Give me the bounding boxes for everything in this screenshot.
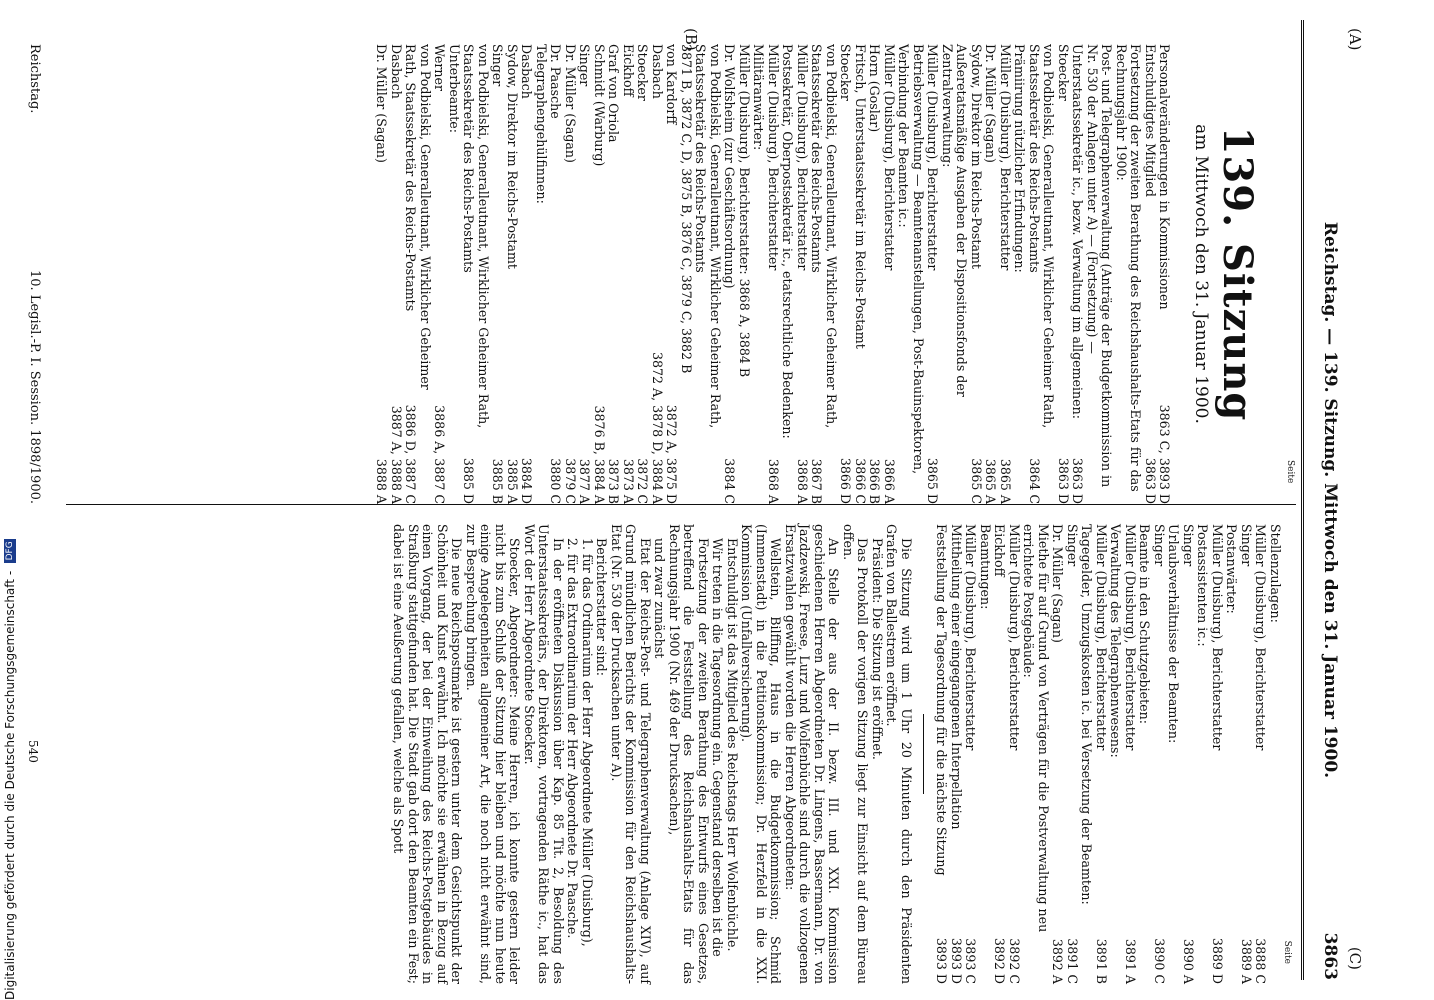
- toc-entry: [1094, 524, 1109, 984]
- toc-entry-text: von Podbielski, Generalleutnant, Wirklicher Geheimer Rath, Staatssekretär des Reichs-Postamts: [1027, 44, 1057, 433]
- toc-entry-text: Stoecker: [1056, 44, 1071, 101]
- toc-entry-text: Militäranwärter:: [751, 44, 767, 151]
- toc-entry-page: 3868 A: [766, 458, 781, 504]
- toc-entry: [621, 44, 636, 504]
- body-paragraph: An Stelle der aus der II. bezw. III. und XXI. Kommission geschiedenen Herren Abgeordneten Dr. Lingens, Bassermann, Dr. von Jazdzewski, Freese, Lurz und Wolfenbüchle sind durch die vollzogenen Ersatzwahlen gewählt worden die Herren Abgeordneten:: [783, 524, 842, 989]
- toc-entry-text: Dasbach: [519, 44, 535, 99]
- toc-entry: [766, 44, 781, 504]
- toc-entry-text: Unterstaatssekretär ic., bezw. Verwaltung im allgemeinen:: [1070, 44, 1086, 419]
- toc-entry: [461, 44, 490, 504]
- margin-mark-c: (C): [1346, 946, 1364, 970]
- toc-entry-page: 3892 C: [1007, 938, 1022, 984]
- toc-entry-page: 3865 C: [969, 458, 984, 504]
- toc-entry-page: 3891 B: [1094, 938, 1109, 984]
- toc-entry: [998, 44, 1013, 504]
- toc-entry: [534, 44, 549, 504]
- toc-entry-text: von Podbielski, Generalleutnant, Wirklicher Geheimer Rath, Staatssekretär des Reichs-Postamts: [809, 44, 839, 433]
- footer-left: Reichstag.: [27, 44, 42, 114]
- digitization-credit: [0, 0, 20, 1000]
- toc-entry-page: 3863 D: [1056, 457, 1071, 504]
- toc-entry-text: Müller (Duisburg), Berichterstatter: [1094, 524, 1109, 751]
- body-paragraph: In der eröffneten Diskussion über Kap. 85 Tit. 2, Besoldung des Unterstaatssekretärs, der Direktoren, vortragenden Räthe ic., hat das Wort der Herr Abgeordnete Stoecker.: [522, 524, 566, 989]
- seite-label-right: Seite: [1282, 940, 1292, 964]
- toc-entry-page: 3865 A: [998, 458, 1013, 504]
- toc-entry-page: 3880 C: [548, 458, 564, 504]
- body-paragraph: Die Sitzung wird um 1 Uhr 20 Minuten durch den Präsidenten Grafen von Ballestrem eröffnet.: [884, 524, 914, 989]
- running-header: [1306, 20, 1340, 980]
- toc-entry-page: 3888 A: [374, 458, 390, 504]
- left-column: [374, 44, 1282, 504]
- toc-entry-text: Beamte in den Schutzgebieten:: [1137, 524, 1153, 724]
- toc-entry-text: von Podbielski, Generalleutnant, Wirklicher Geheimer Rath, Staatssekretär des Reichs-Postamts: [693, 44, 723, 433]
- toc-entry-text: Werner: [432, 44, 448, 91]
- toc-entry: [592, 44, 607, 504]
- toc-entry: [949, 524, 964, 984]
- toc-entry-text: Singer: [490, 44, 506, 87]
- body-paragraph: Präsident: Die Sitzung ist eröffnet.: [870, 538, 885, 760]
- toc-entry-text: Müller (Duisburg), Berichterstatter: [1007, 524, 1022, 751]
- margin-mark-a: (A): [1346, 28, 1364, 51]
- body-paragraph: Berichterstatter sind:: [594, 538, 610, 676]
- toc-entry-page: 3891 C: [1065, 938, 1080, 984]
- toc-entry-page: 3877 A: [577, 458, 593, 504]
- toc-entry-text: Post- und Telegraphenverwaltung (Anträge der Budgetkommission in Nr. 530 der Anlagen unter A) — (Fortsetzung) —: [1085, 44, 1115, 492]
- toc-entry: [1166, 524, 1181, 984]
- body-paragraph: Entschuldigt ist das Mitglied des Reichstags Herr Wolfenbüchle.: [725, 538, 740, 952]
- toc-entry: [925, 44, 940, 504]
- column-divider: [66, 504, 1296, 505]
- toc-entry-text: Außeretatsmäßige Ausgaben der Dispositionsfonds der Zentralverwaltung:: [940, 44, 970, 401]
- toc-right: [934, 524, 1282, 984]
- toc-entry-text: Dasbach: [389, 44, 404, 99]
- toc-entry: [1065, 524, 1080, 984]
- toc-left: [374, 44, 1172, 504]
- right-column: [391, 524, 1283, 989]
- toc-entry-text: Schmidt (Warburg): [592, 44, 607, 167]
- toc-entry: [1123, 524, 1138, 984]
- toc-entry: [432, 44, 447, 504]
- running-title: Reichstag. — 139. Sitzung. Mittwoch den 31. Januar 1900.: [1320, 221, 1340, 779]
- toc-entry: [737, 44, 752, 504]
- body-paragraph: Etat der Reichs-Post- und Telegraphenverwaltung (Anlage XIV), auf Grund mündlichen Berichts der Kommission für den Reichshaushalts-Etat (Nr. 530 der Drucksachen unter A).: [609, 524, 653, 989]
- toc-entry-text: Fortsetzung der zweiten Berathung des Reichshaushalts-Etats für das Rechnungsjahr 1900:: [1114, 44, 1144, 496]
- toc-entry: [1210, 524, 1225, 984]
- margin-mark-b: (B): [682, 28, 700, 51]
- toc-entry: [1268, 524, 1283, 984]
- credit-text: Digitalisierung gefördert durch die Deutsche Forschungsgemeinschaft -: [3, 570, 17, 1000]
- header-rule: [1301, 20, 1304, 980]
- toc-entry-text: Stellenzulagen:: [1268, 524, 1283, 623]
- toc-entry-text: Beamtungen:: [978, 524, 993, 610]
- toc-entry-text: Dr. Müller (Sagan): [563, 44, 578, 163]
- toc-entry: [447, 44, 462, 504]
- toc-entry: [969, 44, 984, 504]
- toc-entry-page: 3884 C: [722, 458, 738, 504]
- toc-entry-text: Mittheilung einer eingegangenen Interpellation: [949, 524, 964, 830]
- toc-entry-text: Müller (Duisburg), Berichterstatter: 3868 A, 3884 B: [737, 44, 752, 378]
- toc-entry-text: Müller (Duisburg), Berichterstatter: [925, 44, 941, 271]
- toc-entry-text: Stoecker: [635, 44, 651, 101]
- toc-entry-text: Dr. Müller (Sagan): [983, 44, 999, 163]
- toc-entry-page: 3873 B: [606, 458, 622, 504]
- toc-entry-page: 3866 A: [882, 458, 897, 504]
- toc-entry: [896, 44, 925, 504]
- toc-entry: [1114, 44, 1143, 504]
- body-paragraph: 2. für das Extraordinarium der Herr Abgeordnete Dr. Paasche.: [565, 538, 581, 939]
- toc-entry-text: Urlaubsverhältnisse der Beamten:: [1166, 524, 1182, 744]
- toc-entry: [1085, 44, 1114, 504]
- toc-entry-page: 3893 C: [963, 938, 979, 984]
- toc-entry-text: von Podbielski, Generalleutnant, Wirklicher Geheimer Rath, Staatssekretär des Reichs-Postamts: [461, 44, 491, 433]
- toc-entry-page: 3863 C, 3893 D: [1157, 404, 1173, 504]
- toc-entry: [1152, 524, 1167, 984]
- toc-entry: [606, 44, 621, 504]
- toc-entry-page: 3890 A: [1181, 938, 1196, 984]
- body-paragraph: Wir treten in die Tagesordnung ein. Gegenstand derselben ist die: [710, 538, 726, 957]
- toc-entry-text: Dasbach: [650, 44, 665, 99]
- toc-entry-text: Postassistenten ic.:: [1195, 524, 1211, 647]
- toc-entry: [1108, 524, 1123, 984]
- toc-entry: [934, 524, 949, 984]
- toc-entry: [1181, 524, 1196, 984]
- toc-entry-text: Telegraphengehülfinnen:: [534, 44, 549, 204]
- toc-entry: [882, 44, 897, 504]
- toc-entry-page: 3885 A: [505, 458, 520, 504]
- toc-entry: [867, 44, 882, 504]
- toc-entry-text: Miethe für auf Grund von Verträgen für die Postverwaltung neu errichtete Postgebäude:: [1021, 524, 1051, 937]
- toc-entry: [490, 44, 505, 504]
- toc-entry: [838, 44, 853, 504]
- toc-entry-page: 3866 B: [867, 458, 883, 504]
- toc-entry-text: Müller (Duisburg), Berichterstatter: [882, 44, 897, 271]
- toc-entry-page: 3873 A: [621, 458, 636, 504]
- toc-entry: [563, 44, 578, 504]
- toc-entry: [664, 44, 679, 504]
- toc-entry-page: 3863 D: [1070, 457, 1086, 504]
- toc-entry: [809, 44, 838, 504]
- toc-entry: [1137, 524, 1152, 984]
- toc-entry-text: Betriebsverwaltung — Beamtenanstellungen, Post-Bauinspektoren, Verbindung der Beamten ic.:: [896, 44, 926, 479]
- toc-entry-page: 3872 C: [635, 458, 651, 504]
- toc-entry-text: Singer: [1152, 524, 1167, 567]
- body-paragraph: und zwar zunächst: [652, 538, 668, 659]
- toc-entry: [1253, 524, 1268, 984]
- toc-entry-text: Entschuldigtes Mitglied: [1143, 44, 1158, 197]
- toc-entry: [1157, 44, 1172, 504]
- toc-entry: [505, 44, 520, 504]
- toc-entry-page: 3879 C: [563, 458, 578, 504]
- toc-entry-text: Singer: [1065, 524, 1080, 567]
- toc-entry-text: Singer: [577, 44, 593, 87]
- toc-entry: [519, 44, 534, 504]
- toc-entry: [1143, 44, 1158, 504]
- toc-entry: [1007, 524, 1022, 984]
- toc-entry-text: Fritsch, Unterstaatssekretär im Reichs-Postamt: [853, 44, 868, 349]
- toc-entry-text: Müller (Duisburg), Berichterstatter: [1253, 524, 1269, 751]
- toc-entry-page: 3867 B: [809, 458, 825, 504]
- toc-entry-text: Müller (Duisburg), Berichterstatter: [1123, 524, 1138, 751]
- session-proceedings: [391, 524, 914, 989]
- toc-entry: [1021, 524, 1050, 984]
- toc-entry: [1050, 524, 1065, 984]
- body-paragraph: Das Protokoll der vorigen Sitzung liegt zur Einsicht auf dem Büreau offen.: [841, 524, 871, 989]
- body-paragraph: Die neue Reichspostmarke ist gestern unter dem Gesichtspunkt der Schönheit und Kunst erwähnt. Ich möchte sie erwähnen in Bezug auf einen Vorgang, der bei der Einweihung des Reichs-Postgebäudes in Straßburg stattgefunden hat. Die Stadt gab dort den Beamten ein Fest; dabei ist eine Aeußerung gefallen, welche als Spott: [391, 524, 465, 989]
- toc-entry-page: 3892 A: [1050, 938, 1066, 984]
- toc-entry-text: Singer: [1239, 524, 1254, 567]
- toc-entry: [1056, 44, 1071, 504]
- toc-entry: [983, 44, 998, 504]
- toc-entry-page: 3864 C: [1027, 458, 1042, 504]
- toc-entry-page: 3865 D: [925, 457, 941, 504]
- toc-entry: [1070, 44, 1085, 504]
- toc-entry: [650, 44, 665, 504]
- toc-entry: [635, 44, 650, 504]
- toc-entry-text: Eickhoff: [621, 44, 636, 97]
- body-paragraph: Wellstein, Bilffing, Haus in die Budgetkommission; Schmid (Immenstadt) in die Petitionskommission; Dr. Herzfeld in die XXI. Kommission (Unfallversicherung).: [739, 524, 784, 989]
- body-paragraph: Fortsetzung der zweiten Berathung des Entwurfs eines Gesetzes, betreffend die Feststellung des Reichshaushalts-Etats für das Rechnungsjahr 1900 (Nr. 469 der Drucksachen),: [667, 524, 711, 989]
- toc-entry: [751, 44, 766, 504]
- toc-entry: [940, 44, 969, 504]
- toc-entry: [548, 44, 563, 504]
- toc-entry-text: von Kardorff: [664, 44, 680, 125]
- seite-label-left: Seite: [1285, 460, 1295, 484]
- page-footer: [27, 44, 42, 504]
- toc-entry-page: 3868 A: [795, 458, 810, 504]
- toc-entry-text: Müller (Duisburg), Berichterstatter: [1210, 524, 1225, 751]
- body-paragraph: 1. für das Ordinarium der Herr Abgeordnete Müller (Duisburg),: [580, 538, 595, 947]
- toc-entry: [722, 44, 737, 504]
- toc-entry-text: Dr. Müller (Sagan): [374, 44, 390, 163]
- footer-middle: 10. Legisl.-P. I. Session. 1898/1900.: [27, 270, 42, 504]
- toc-entry-page: 3886 A, 3887 C: [432, 405, 448, 504]
- toc-entry-page: 3887 A, 3888 A: [389, 405, 404, 504]
- toc-entry-text: Feststellung der Tagesordnung für die nächste Sitzung: [934, 524, 950, 876]
- toc-entry: [780, 44, 795, 504]
- toc-entry-page: 3885 B: [490, 458, 506, 504]
- toc-entry-page: 3866 D: [838, 457, 854, 504]
- toc-entry-page: 3890 C: [1152, 938, 1167, 984]
- toc-entry-text: Dr. Wolfsheim (zur Geschäftsordnung): [722, 44, 738, 289]
- toc-entry-text: Müller (Duisburg), Berichterstatter: [998, 44, 1013, 271]
- toc-entry: [963, 524, 978, 984]
- toc-entry-page: 3888 C: [1253, 938, 1269, 984]
- toc-entry-text: Müller (Duisburg), Berichterstatter: [795, 44, 810, 271]
- toc-entry-page: 3876 B, 3884 A: [592, 405, 607, 504]
- toc-entry-text: Personalveränderungen in Kommissionen: [1157, 44, 1173, 310]
- session-date: am Mittwoch den 31. Januar 1900.: [1191, 124, 1211, 424]
- toc-entry-text: Sydow, Direktor im Reichs-Postamt: [505, 44, 520, 269]
- toc-entry-page: 3889 A: [1239, 938, 1254, 984]
- toc-entry-page: 3886 D, 3887 C: [403, 404, 419, 504]
- toc-entry-text: Prämiirung nützlicher Erfindungen:: [1012, 44, 1028, 273]
- toc-entry-text: Graf von Oriola: [606, 44, 622, 143]
- toc-entry: [978, 524, 993, 984]
- toc-entry-text: von Podbielski, Generalleutnant, Wirklicher Geheimer Rath, Staatssekretär des Reichs-Postamts: [403, 44, 433, 394]
- footer-page-number: 540: [26, 740, 40, 763]
- toc-entry-text: Unterbeamte:: [447, 44, 462, 133]
- toc-entry-text: 3871 B, 3872 C, D, 3875 B, 3876 C, 3879 C, 3882 B: [679, 44, 694, 374]
- toc-entry: [1239, 524, 1254, 984]
- section-rule: [923, 714, 924, 794]
- toc-entry: [1012, 44, 1027, 504]
- toc-entry: [1079, 524, 1094, 984]
- toc-entry-text: Müller (Duisburg), Berichterstatter: [963, 524, 979, 751]
- session-title: 139. Sitzung: [1214, 126, 1261, 422]
- toc-entry-text: Postsekretär, Oberpostsekretär ic., etatsrechtliche Bedenken:: [780, 44, 796, 439]
- toc-entry-page: 3885 D: [461, 457, 477, 504]
- toc-entry-text: Dr. Müller (Sagan): [1050, 524, 1066, 643]
- toc-entry: [853, 44, 868, 504]
- toc-entry: [374, 44, 389, 504]
- toc-entry-page: 3889 D: [1210, 937, 1225, 984]
- toc-entry: [992, 524, 1007, 984]
- toc-entry-page: 3893 D: [949, 937, 964, 984]
- toc-entry-text: Tagegelder, Umzugskosten ic. bei Versetzung der Beamten:: [1079, 524, 1095, 905]
- body-paragraph: Stoecker, Abgeordneter: Meine Herren, ich konnte gestern leider nicht bis zum Schluß der Sitzung hier bleiben und möchte nun heute einige Angelegenheiten allgemeiner Art, die noch nicht erwähnt sind, zur Besprechung bringen.: [464, 524, 523, 989]
- toc-entry-text: Horn (Goslar): [867, 44, 883, 133]
- toc-entry-page: 3872 A, 3875 D: [664, 404, 680, 504]
- toc-entry-text: Verwaltung des Telegraphenwesens:: [1108, 524, 1124, 758]
- toc-entry-page: 3865 A: [983, 458, 999, 504]
- toc-entry-page: 3863 D: [1143, 457, 1158, 504]
- toc-entry-text: Dr. Paasche: [548, 44, 564, 119]
- toc-entry: [389, 44, 404, 504]
- toc-entry-page: 3892 D: [992, 937, 1008, 984]
- dfg-logo-icon: DFG: [4, 539, 16, 563]
- toc-entry: [1224, 524, 1239, 984]
- toc-entry-text: Stoecker: [838, 44, 854, 101]
- toc-entry-text: Eickhoff: [992, 524, 1008, 577]
- toc-entry-text: Postanwärter:: [1224, 524, 1240, 614]
- toc-entry: [679, 44, 694, 504]
- toc-entry: [577, 44, 592, 504]
- toc-entry-page: 3891 A: [1123, 938, 1138, 984]
- toc-entry-page: 3866 C: [853, 458, 868, 504]
- toc-entry-page: 3872 A, 3878 D, 3884 A: [650, 351, 665, 504]
- toc-entry-text: Sydow, Direktor im Reichs-Postamt: [969, 44, 984, 269]
- toc-entry-text: Singer: [1181, 524, 1196, 567]
- toc-entry-page: 3893 D: [934, 937, 950, 984]
- toc-entry: [1195, 524, 1210, 984]
- toc-entry: [693, 44, 722, 504]
- page-number: 3863: [1320, 932, 1340, 980]
- toc-entry: [403, 44, 432, 504]
- toc-entry: [795, 44, 810, 504]
- toc-entry: [1027, 44, 1056, 504]
- toc-entry-text: Müller (Duisburg), Berichterstatter: [766, 44, 781, 271]
- toc-entry-page: 3884 D: [519, 457, 535, 504]
